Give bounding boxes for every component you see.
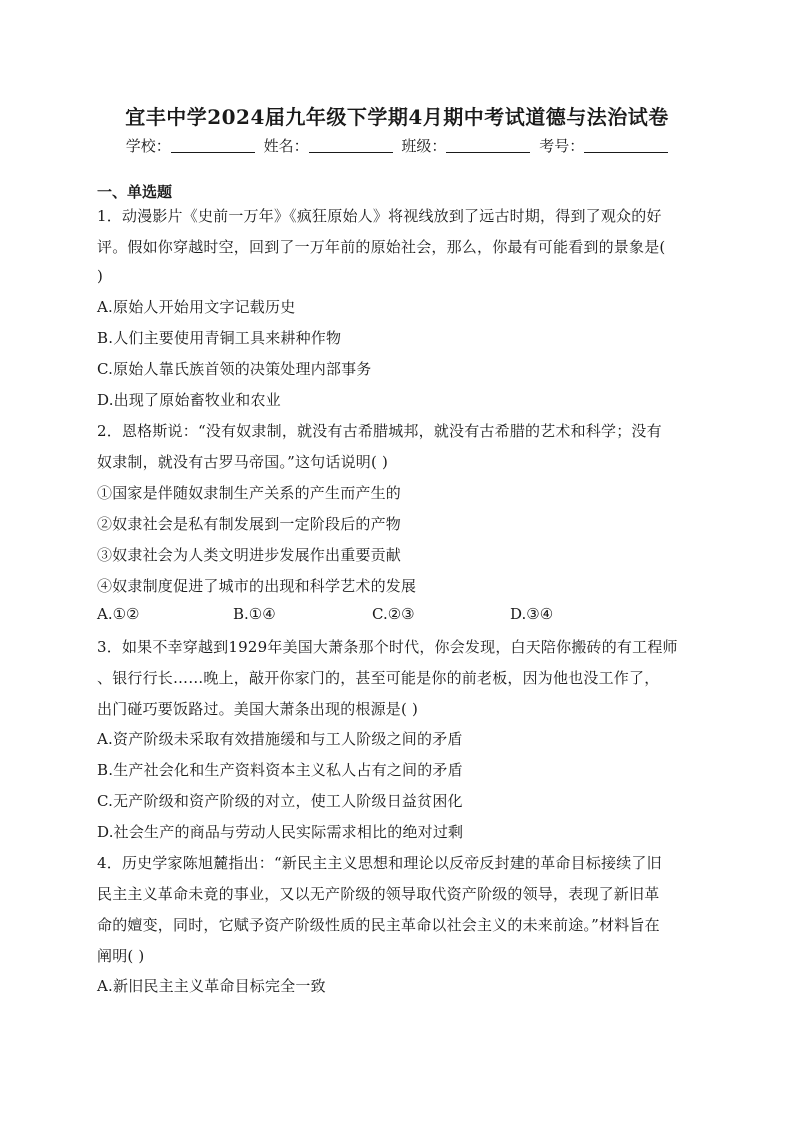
number-field [539,135,668,156]
q2-statement-2: ②奴隶社会是私有制发展到一定阶段后的产物 [97,515,402,533]
student-info-row [0,135,794,156]
school-blank[interactable] [171,138,255,153]
class-field [401,135,530,156]
q1-stem-line2: 评。假如你穿越时空，回到了一万年前的原始社会，那么，你最有可能看到的景象是( [97,238,666,256]
school-label: 学校： [125,137,171,155]
q3-option-a[interactable]: A.资产阶级未采取有效措施缓和与工人阶级之间的矛盾 [97,730,463,748]
name-label: 姓名： [263,137,309,155]
number-blank[interactable] [584,138,668,153]
q2-statement-3: ③奴隶社会为人类文明进步发展作出重要贡献 [97,546,402,564]
q1-option-a[interactable]: A.原始人开始用文字记载历史 [97,298,296,316]
q2-option-d[interactable]: D.③④ [510,605,554,623]
q3-stem-line3: 出门碰巧要饭路过。美国大萧条出现的根源是( ) [97,700,419,718]
number-label: 考号： [539,137,585,155]
q3-option-c[interactable]: C.无产阶级和资产阶级的对立，使工人阶级日益贫困化 [97,792,463,810]
q1-stem-line1: 1．动漫影片《史前一万年》《疯狂原始人》将视线放到了远古时期，得到了观众的好 [97,207,662,225]
q4-stem-line4: 阐明( ) [97,947,145,965]
school-field [126,135,255,156]
q4-stem-line3: 命的嬗变，同时，它赋予资产阶级性质的民主革命以社会主义的未来前途。”材料旨在 [97,916,660,934]
section-heading: 一、单选题 [97,183,173,201]
q1-option-d[interactable]: D.出现了原始畜牧业和农业 [97,391,281,409]
name-field [264,135,393,156]
q2-statement-1: ①国家是伴随奴隶制生产关系的产生而产生的 [97,484,402,502]
q2-stem-line1: 2．恩格斯说：“没有奴隶制，就没有古希腊城邦，就没有古希腊的艺术和科学；没有 [97,422,662,440]
q2-option-b[interactable]: B.①④ [233,605,276,623]
q4-stem-line1: 4．历史学家陈旭麓指出：“新民主主义思想和理论以反帝反封建的革命目标接续了旧 [97,854,662,872]
q3-option-b[interactable]: B.生产社会化和生产资料资本主义私人占有之间的矛盾 [97,761,463,779]
q4-option-a[interactable]: A.新旧民主主义革命目标完全一致 [97,977,326,995]
q3-stem-line1: 3．如果不幸穿越到1929年美国大萧条那个时代，你会发现，白天陪你搬砖的有工程师 [97,638,678,656]
q2-stem-line2: 奴隶制，就没有古罗马帝国。”这句话说明( ) [97,453,389,471]
q3-stem-line2: 、银行行长……晚上，敲开你家门的，甚至可能是你的前老板，因为他也没工作了， [97,669,660,687]
page-title: 宜丰中学2024届九年级下学期4月期中考试道德与法治试卷 [125,105,669,129]
q4-stem-line2: 民主主义革命未竟的事业，又以无产阶级的领导取代资产阶级的领导，表现了新旧革 [97,885,660,903]
class-label: 班级： [401,137,447,155]
name-blank[interactable] [309,138,393,153]
q1-option-c[interactable]: C.原始人靠氏族首领的决策处理内部事务 [97,360,372,378]
q3-option-d[interactable]: D.社会生产的商品与劳动人民实际需求相比的绝对过剩 [97,823,464,841]
q2-statement-4: ④奴隶制度促进了城市的出现和科学艺术的发展 [97,577,417,595]
q2-option-c[interactable]: C.②③ [372,605,415,623]
q1-stem-line3: ) [97,267,104,285]
class-blank[interactable] [446,138,530,153]
q1-option-b[interactable]: B.人们主要使用青铜工具来耕种作物 [97,329,342,347]
q2-option-a[interactable]: A.①② [97,605,140,623]
